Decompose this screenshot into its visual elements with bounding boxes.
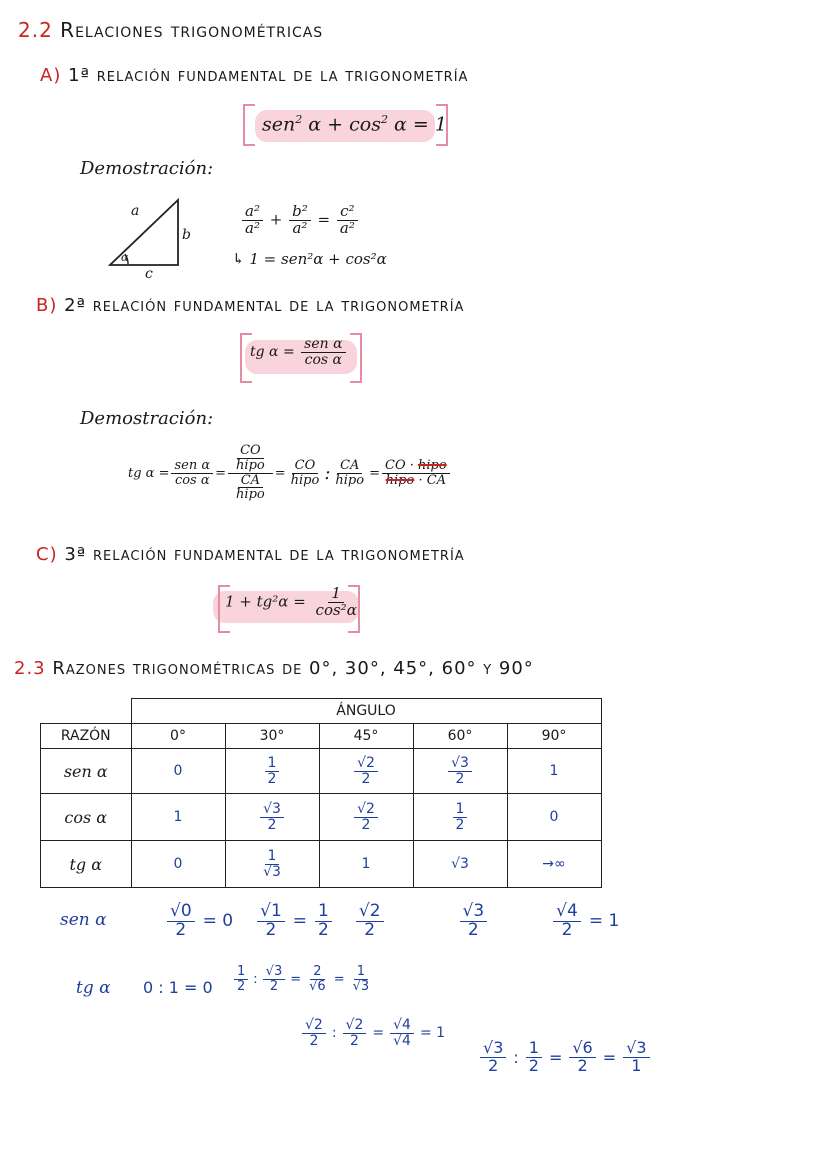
fraction-den: 2 [175, 919, 187, 940]
result: = 1 [588, 911, 620, 932]
fraction-den: 2 [265, 919, 277, 940]
result: = 1 [419, 1025, 446, 1042]
complex-fraction [228, 444, 273, 502]
subsection-c-label: C) [36, 544, 58, 565]
fraction-den: 2 [237, 978, 246, 994]
fraction-num: √3 [263, 965, 286, 980]
angle-header: 0° [131, 724, 225, 749]
fraction-den: √3 [352, 978, 370, 994]
proof-result-text: 1 = sen²α + cos²α [249, 250, 387, 268]
formula-bracket-right [350, 333, 362, 383]
triangle-side-b: b [182, 227, 191, 243]
fraction-num: √2 [354, 756, 378, 772]
formula-sen: sen [262, 113, 296, 136]
fraction-den: hipo [290, 472, 320, 488]
table-cell: 0 [507, 794, 601, 841]
fraction-num: √3 [260, 802, 284, 818]
fraction [242, 204, 263, 237]
subsection-b-text: 2ª relación fundamental de la trigonometría [64, 295, 465, 316]
fraction [569, 1040, 595, 1075]
operator: = [274, 465, 286, 481]
fraction [526, 1040, 542, 1075]
fraction [448, 756, 472, 786]
formula-bracket-left [243, 104, 255, 146]
triangle-side-a: a [131, 203, 140, 219]
fraction [553, 903, 581, 940]
fraction-den: 2 [318, 919, 329, 940]
notes-tg-60 [478, 1040, 652, 1075]
fraction [260, 802, 284, 832]
notes-tg-label: tg α [76, 978, 111, 998]
fraction-den: cos α [304, 351, 343, 368]
fraction-den: 2 [269, 978, 279, 994]
cancelled-term: hipo [385, 472, 415, 488]
angle-header: 30° [225, 724, 319, 749]
operator: : [513, 1047, 519, 1067]
fraction [332, 459, 367, 487]
subsection-a-title [40, 65, 468, 86]
fraction [350, 965, 373, 993]
formula-tangent [250, 337, 348, 367]
trig-values-table [40, 698, 602, 888]
fraction-num: b² [289, 204, 311, 221]
subsection-b-title [36, 295, 464, 316]
formula-pythagorean [262, 113, 447, 135]
razon-header: RAZÓN [41, 724, 132, 749]
fraction-den: hipo [335, 472, 365, 488]
fraction-num: √2 [356, 903, 384, 922]
row-label: cos α [41, 794, 132, 841]
fraction [460, 903, 488, 940]
table-cell [413, 794, 507, 841]
fraction-num: 1 [315, 903, 332, 922]
row-label: sen α [41, 749, 132, 794]
fraction-num: 1 [453, 802, 468, 818]
subsection-c-text: 3ª relación fundamental de la trigonometría [64, 544, 465, 565]
table-cell [413, 749, 507, 794]
fraction-den: 2 [361, 816, 371, 833]
fraction-num: a² [242, 204, 263, 221]
table-row [41, 749, 602, 794]
fraction [343, 1018, 367, 1048]
fraction-den: hipo [236, 487, 265, 503]
fraction [315, 903, 332, 940]
fraction-den: 2 [528, 1055, 539, 1075]
operator: = [602, 1047, 617, 1067]
formula-cos: cos [349, 113, 381, 136]
formula-sq-2: 2 [380, 113, 388, 126]
formula-lhs: 1 + tg²α = [225, 592, 306, 611]
formula-equals-one: = 1 [412, 113, 447, 136]
table-cell [319, 749, 413, 794]
fraction [480, 1040, 506, 1075]
fraction [356, 903, 384, 940]
fraction-num: CA [337, 459, 362, 474]
subsection-b-label: B) [36, 295, 58, 316]
formula-alpha-2: α [394, 113, 407, 136]
table-cell: 1 [507, 749, 601, 794]
fraction-den: 2 [577, 1055, 588, 1075]
demostracion-label-b: Demostración: [80, 408, 214, 429]
fraction [306, 965, 329, 993]
fraction [302, 1018, 326, 1048]
complex-den [228, 474, 273, 502]
fraction-num: CO [292, 459, 319, 474]
fraction-num: √4 [553, 903, 581, 922]
notes-tg-45 [300, 1018, 445, 1048]
fraction-num: 1 [328, 586, 344, 603]
triangle-side-c: c [145, 266, 153, 282]
table-row [41, 841, 602, 888]
subsection-c-title [36, 544, 465, 565]
fraction-num: sen α [171, 459, 213, 474]
formula-lhs: tg α = [250, 344, 295, 361]
empty-corner-cell [41, 699, 132, 724]
arrow-icon: ↳ [232, 250, 245, 268]
fraction [313, 586, 360, 619]
fraction-num: √2 [354, 802, 378, 818]
fraction [265, 756, 280, 786]
fraction [382, 459, 450, 487]
fraction-den: 2 [361, 770, 371, 787]
operator: : [253, 971, 258, 987]
fraction-num: √2 [343, 1018, 367, 1034]
fraction [453, 802, 468, 832]
fraction [167, 903, 195, 940]
fraction [260, 849, 284, 879]
cancelled-term: hipo [418, 457, 447, 473]
fraction [233, 444, 268, 472]
operator: = [317, 210, 331, 229]
complex-num [228, 444, 273, 473]
fraction-den: 1 [631, 1055, 642, 1075]
fraction-den: 2 [267, 816, 277, 833]
notes-tg-zero: 0 : 1 = 0 [143, 978, 213, 997]
fraction-num: √2 [302, 1018, 326, 1034]
fraction-num: CA [238, 474, 263, 489]
fraction [171, 459, 213, 487]
fraction-num: CO [237, 444, 264, 459]
fraction-den: √4 [393, 1032, 411, 1049]
operator: = [333, 971, 345, 987]
fraction-den: 2 [455, 816, 465, 833]
angle-header: 60° [413, 724, 507, 749]
fraction-num: √1 [257, 903, 285, 922]
fraction-den: cos α [174, 472, 210, 488]
fraction-den: 2 [350, 1032, 359, 1049]
fraction [234, 965, 248, 993]
fraction [233, 474, 268, 502]
table-cell: 1 [319, 841, 413, 888]
fraction-den [383, 474, 449, 488]
notes-tg-30 [232, 965, 374, 993]
operator: = [369, 465, 380, 481]
fraction-num: √0 [167, 903, 195, 922]
fraction-den: a² [245, 218, 260, 237]
proof-tangent [128, 433, 452, 513]
demostracion-label-a: Demostración: [80, 158, 214, 179]
fraction-num-part: CO · [385, 457, 414, 473]
section-2-3-title [14, 658, 534, 679]
triangle-angle-alpha: α [121, 251, 129, 264]
fraction-den: a² [339, 218, 355, 237]
fraction-num: √4 [390, 1018, 414, 1034]
fraction-den: 2 [364, 919, 376, 940]
fraction-num: √3 [460, 903, 488, 922]
fraction [289, 204, 311, 237]
table-cell [225, 841, 319, 888]
notes-sen-label: sen α [60, 910, 107, 930]
table-cell [225, 794, 319, 841]
fraction-den: 2 [309, 1032, 319, 1049]
section-number: 2.3 [14, 658, 46, 679]
fraction-num: 1 [265, 849, 280, 865]
fraction-den: 2 [488, 1055, 499, 1075]
formula-third [225, 586, 362, 619]
operator: : [324, 462, 331, 484]
section-title [18, 18, 323, 42]
table-cell: √3 [413, 841, 507, 888]
notes-sen-row [165, 903, 619, 940]
section-title-text: Relaciones trigonométricas [60, 18, 324, 42]
fraction-den: 2 [267, 770, 277, 787]
proof-result [232, 250, 387, 268]
fraction [337, 204, 358, 237]
angle-header: 45° [319, 724, 413, 749]
fraction [263, 965, 286, 993]
fraction-num: √3 [480, 1040, 506, 1058]
table-cell: 1 [131, 794, 225, 841]
fraction-den: cos²α [315, 600, 357, 619]
fraction-den: 2 [561, 919, 573, 940]
table-header-row [41, 724, 602, 749]
fraction [257, 903, 285, 940]
fraction-num: 1 [265, 756, 280, 772]
fraction-den: 2 [467, 919, 479, 940]
fraction [623, 1040, 649, 1075]
table-cell: →∞ [507, 841, 601, 888]
fraction-num: 1 [354, 965, 368, 980]
proof-lhs: tg α = [128, 465, 170, 481]
result: = 0 [202, 911, 234, 932]
fraction [354, 756, 378, 786]
fraction-den: √3 [263, 863, 281, 880]
fraction-den-part: · CA [418, 472, 447, 488]
fraction [288, 459, 323, 487]
subsection-a-label: A) [40, 65, 62, 86]
proof-equation [240, 204, 360, 237]
operator: = [372, 1025, 385, 1042]
fraction-den: a² [292, 218, 308, 237]
subsection-a-text: 1ª relación fundamental de la trigonometría [68, 65, 469, 86]
formula-alpha-1: α [308, 113, 322, 136]
angle-group-header: ÁNGULO [131, 699, 601, 724]
formula-sq-1: 2 [295, 113, 303, 126]
table-cell: 0 [131, 749, 225, 794]
fraction-num [382, 459, 450, 474]
fraction-num: 1 [526, 1040, 542, 1058]
table-cell: 0 [131, 841, 225, 888]
fraction [301, 337, 345, 367]
operator: = [290, 971, 302, 987]
fraction-num: c² [337, 204, 357, 221]
fraction-num: sen α [301, 337, 345, 353]
fraction-num: √6 [569, 1040, 595, 1058]
fraction-den: √6 [309, 978, 326, 994]
fraction [354, 802, 378, 832]
section-number: 2.2 [18, 18, 53, 42]
table-row [41, 794, 602, 841]
operator: + [269, 210, 283, 229]
fraction-num: 2 [310, 965, 324, 980]
operator: : [331, 1025, 337, 1042]
fraction-den: hipo [236, 457, 265, 473]
operator: = [292, 911, 308, 932]
table-header-row [41, 699, 602, 724]
fraction-num: 1 [234, 965, 248, 980]
fraction-den: 2 [455, 770, 465, 787]
fraction-num: √3 [623, 1040, 649, 1058]
right-triangle-diagram [100, 195, 210, 285]
formula-plus: + [327, 113, 344, 136]
row-label: tg α [41, 841, 132, 888]
table-cell [319, 794, 413, 841]
fraction-num: √3 [448, 756, 472, 772]
fraction [390, 1018, 414, 1048]
operator: = [548, 1047, 563, 1067]
table-cell [225, 749, 319, 794]
operator: = [215, 465, 227, 481]
angle-header: 90° [507, 724, 601, 749]
section-title-text: Razones trigonométricas de 0°, 30°, 45°, 60° y 90° [52, 658, 534, 679]
